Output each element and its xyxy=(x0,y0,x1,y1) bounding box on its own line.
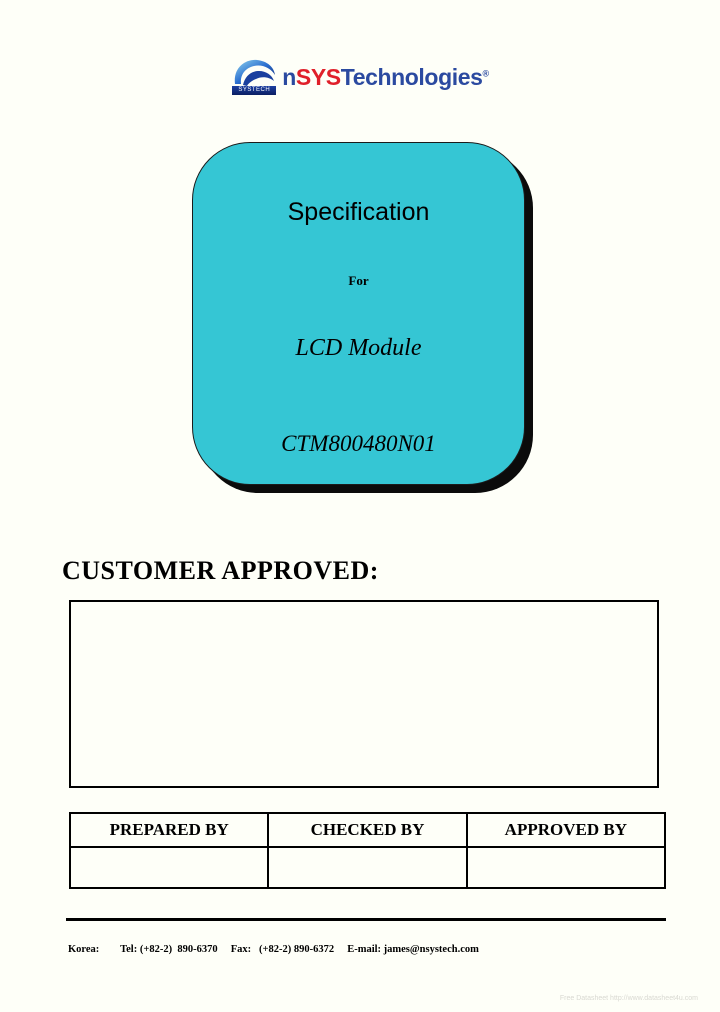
header-prepared-by: PREPARED BY xyxy=(70,813,268,847)
footer-watermark: Free Datasheet http://www.datasheet4u.com xyxy=(559,995,698,1002)
company-logo xyxy=(0,58,720,96)
cell-approved-by[interactable] xyxy=(467,847,665,888)
logo-registered-icon: ® xyxy=(482,67,489,78)
header-approved-by: APPROVED BY xyxy=(467,813,665,847)
cover-title: Specification xyxy=(287,198,430,226)
customer-approval-box[interactable] xyxy=(69,600,659,788)
logo-word-tech: Technologies xyxy=(340,63,483,90)
cell-checked-by[interactable] xyxy=(268,847,466,888)
cell-prepared-by[interactable] xyxy=(70,847,268,888)
table-row-headers xyxy=(70,813,665,847)
logo-word-sys: SYS xyxy=(295,63,341,90)
cover-box xyxy=(192,142,525,485)
cover-model-number: CTM800480N01 xyxy=(281,431,436,456)
cover-product-name: LCD Module xyxy=(295,335,422,361)
logo-word-n: n xyxy=(282,63,296,90)
cover-for-label: For xyxy=(348,273,369,288)
footer-divider xyxy=(66,918,666,921)
logo-swoosh-icon xyxy=(231,58,277,96)
header-checked-by: CHECKED BY xyxy=(268,813,466,847)
customer-approved-label: CUSTOMER APPROVED: xyxy=(62,556,379,585)
footer-contact-line: Korea: Tel: (+82-2) 890-6370 Fax: (+82-2) 890-6372 E-mail: james@nsystech.com xyxy=(68,944,479,955)
logo-systech-label: SYSTECH xyxy=(232,86,276,95)
table-row-signatures xyxy=(70,847,665,888)
swoosh-graphic xyxy=(231,58,277,88)
signature-table xyxy=(69,812,666,889)
logo-wordmark xyxy=(282,64,488,91)
